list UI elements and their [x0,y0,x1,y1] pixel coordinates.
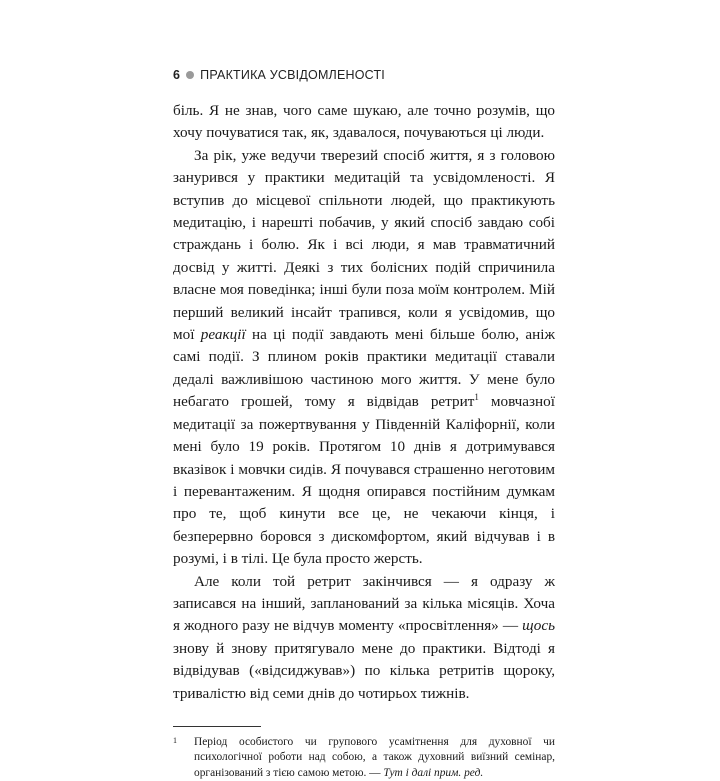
footnote-editor-note: Тут і далі прим. ред. [383,766,484,779]
paragraph-3 [173,571,555,705]
paragraph-3-text-a: Але коли той ретрит закінчився — я одразу ж записався на інший, запланований за кілька місяців. Хоча я жодного разу не відчув моменту «просвітлення» — [173,572,555,635]
paragraph-2 [173,145,555,571]
book-page [173,64,555,781]
paragraph-1-text: біль. Я не знав, чого саме шукаю, але точно розумів, що хочу почуватися так, як, здавалося, почуваються ці люди. [173,102,555,142]
page-number: 6 [173,68,181,82]
footnote-mark: 1 [173,735,177,745]
emphasis-something: щось [522,617,555,635]
paragraph-2-text-c: мовчазної медитації за пожертвування у Південній Каліфорнії, коли мені було 19 років. Протягом 10 днів я дотримувався вказівок і мовчки сидів. Я почувався страшенно неготовим і перевантаженим. Я щодня опирався постійним думкам про те, щоб кинути все це, не чекаючи кінця, і безперервно боровся з дискомфортом, який відчував і в розумі, і в тілі. Це була просто жерсть. [173,393,555,568]
footnote-divider [173,726,261,727]
running-head [173,64,555,86]
bullet-dot-icon [186,71,194,79]
footnote-body: Період особистого чи групового усамітнення для духовної чи психологічної роботи над собою, а також духовний виїзний семінар, організований з тією самою метою. — [194,735,555,779]
running-title: ПРАКТИКА УСВІДОМЛЕНОСТІ [200,68,385,82]
emphasis-reactions: реакції [200,326,246,344]
body-text [173,100,555,705]
paragraph-3-text-b: знову й знову притягувало мене до практики. Відтоді я відвідував («відсиджував») по кілька ретритів щороку, тривалістю від семи днів до чотирьох тижнів. [173,639,555,702]
footnote-reference[interactable]: 1 [474,392,479,403]
footnote [173,735,555,781]
footnote-text [194,735,555,781]
paragraph-1 [173,100,555,145]
paragraph-2-text-b: на ці події завдають мені більше болю, аніж самі події. З плином років практики медитації ставали дедалі важливішою частиною мого життя. У мене було небагато грошей, тому я відвідав ретрит [173,326,555,411]
paragraph-2-text-a: За рік, уже ведучи тверезий спосіб життя, я з головою занурився у практики медитацій та усвідомленості. Я вступив до місцевої спільноти людей, що практикують медитацію, і нарешті побачив, у який спосіб завдаю собі страждань і болю. Як і всі люди, я мав травматичний досвід у житті. Деякі з тих болісних подій спричинила власне моя поведінка; інші були поза моїм контролем. Мій перший великий інсайт трапився, коли я усвідомив, що мої [173,146,555,344]
